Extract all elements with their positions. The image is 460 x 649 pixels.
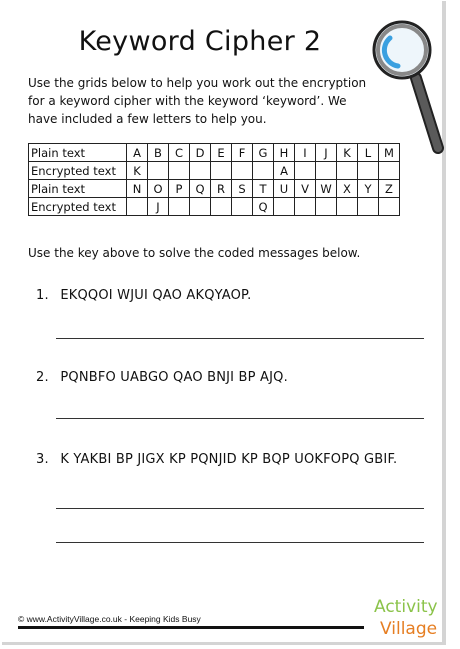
question-3 <box>36 452 397 467</box>
grid-cell[interactable] <box>337 162 358 180</box>
grid-row-label: Plain text <box>29 144 127 162</box>
grid-cell: Y <box>358 180 379 198</box>
grid-cell[interactable]: K <box>127 162 148 180</box>
coded-message: PQNBFO UABGO QAO BNJI BP AJQ. <box>60 370 288 385</box>
answer-line[interactable] <box>56 418 424 419</box>
grid-cell: I <box>295 144 316 162</box>
grid-cell[interactable]: J <box>148 198 169 216</box>
instruction-text: Use the key above to solve the coded messages below. <box>28 246 361 260</box>
grid-cell: G <box>253 144 274 162</box>
grid-cell[interactable] <box>232 198 253 216</box>
page-title: Keyword Cipher 2 <box>78 26 322 57</box>
grid-cell: A <box>127 144 148 162</box>
grid-cell[interactable] <box>274 198 295 216</box>
question-number: 1. <box>36 288 49 303</box>
intro-line: for a keyword cipher with the keyword ‘keyword’. We <box>28 94 347 108</box>
grid-cell: V <box>295 180 316 198</box>
grid-cell[interactable] <box>358 162 379 180</box>
grid-cell[interactable] <box>190 162 211 180</box>
grid-cell[interactable] <box>190 198 211 216</box>
grid-cell: L <box>358 144 379 162</box>
grid-row-encrypted <box>29 162 400 180</box>
grid-cell: H <box>274 144 295 162</box>
grid-cell: E <box>211 144 232 162</box>
grid-row-plain <box>29 144 400 162</box>
grid-cell: S <box>232 180 253 198</box>
grid-cell[interactable] <box>379 162 400 180</box>
grid-cell[interactable]: A <box>274 162 295 180</box>
question-number: 2. <box>36 370 49 385</box>
logo-line-2: Village <box>380 619 438 639</box>
grid-cell: F <box>232 144 253 162</box>
grid-row-label: Encrypted text <box>29 162 127 180</box>
footer-bar <box>18 626 364 629</box>
grid-cell: Q <box>190 180 211 198</box>
grid-cell[interactable] <box>148 162 169 180</box>
grid-cell[interactable] <box>127 198 148 216</box>
grid-cell: J <box>316 144 337 162</box>
grid-cell: W <box>316 180 337 198</box>
question-number: 3. <box>36 452 49 467</box>
grid-cell[interactable] <box>169 198 190 216</box>
grid-cell: Z <box>379 180 400 198</box>
grid-cell: B <box>148 144 169 162</box>
intro-line: have included a few letters to help you. <box>28 112 267 126</box>
grid-row-plain <box>29 180 400 198</box>
grid-cell[interactable] <box>316 162 337 180</box>
grid-row-label: Plain text <box>29 180 127 198</box>
grid-cell: X <box>337 180 358 198</box>
activity-village-logo <box>372 590 444 640</box>
grid-cell: K <box>337 144 358 162</box>
magnifying-glass-icon <box>368 16 448 156</box>
grid-cell: O <box>148 180 169 198</box>
grid-cell: U <box>274 180 295 198</box>
grid-cell: C <box>169 144 190 162</box>
intro-line: Use the grids below to help you work out the encryption <box>28 76 367 90</box>
grid-cell: R <box>211 180 232 198</box>
answer-line[interactable] <box>56 338 424 339</box>
grid-cell[interactable] <box>211 162 232 180</box>
intro-text <box>28 74 368 128</box>
grid-cell: N <box>127 180 148 198</box>
logo-line-1: Activity <box>374 597 438 617</box>
grid-cell[interactable] <box>316 198 337 216</box>
coded-message: EKQQOI WJUI QAO AKQYAOP. <box>60 288 252 303</box>
footer-copyright: © www.ActivityVillage.co.uk - Keeping Kids Busy <box>18 614 201 624</box>
answer-line[interactable] <box>56 508 424 509</box>
grid-cell[interactable] <box>295 162 316 180</box>
question-2 <box>36 370 288 385</box>
grid-cell[interactable] <box>295 198 316 216</box>
coded-message: K YAKBI BP JIGX KP PQNJID KP BQP UOKFOPQ GBIF. <box>60 452 398 467</box>
grid-cell[interactable] <box>358 198 379 216</box>
grid-cell[interactable] <box>337 198 358 216</box>
grid-cell: T <box>253 180 274 198</box>
grid-cell: D <box>190 144 211 162</box>
grid-cell[interactable] <box>169 162 190 180</box>
grid-cell[interactable]: Q <box>253 198 274 216</box>
cipher-grid <box>28 143 400 216</box>
grid-cell: M <box>379 144 400 162</box>
grid-cell[interactable] <box>379 198 400 216</box>
grid-cell[interactable] <box>211 198 232 216</box>
grid-cell[interactable] <box>232 162 253 180</box>
answer-line[interactable] <box>56 542 424 543</box>
grid-row-label: Encrypted text <box>29 198 127 216</box>
grid-row-encrypted <box>29 198 400 216</box>
grid-cell: P <box>169 180 190 198</box>
grid-cell[interactable] <box>253 162 274 180</box>
question-1 <box>36 288 251 303</box>
